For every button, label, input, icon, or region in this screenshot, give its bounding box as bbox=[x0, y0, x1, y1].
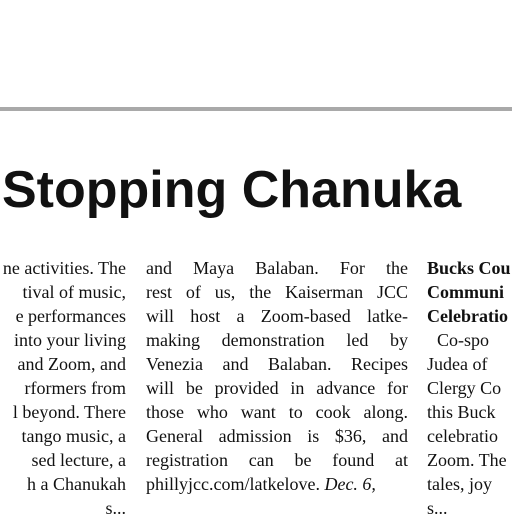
column-text-line: Co-spo bbox=[437, 330, 490, 350]
column-text-line: tango music, a bbox=[21, 426, 126, 446]
column-text-line: rest of us, the Kaiserman JCC bbox=[146, 282, 408, 302]
column-text-line: sed lecture, a bbox=[31, 450, 126, 470]
column-text-line: General admission is $36, and bbox=[146, 426, 408, 446]
column-text-line: h a Chanukah bbox=[27, 474, 126, 494]
column-text-line: will be provided in advance for bbox=[146, 378, 408, 398]
column-text-line-with-date bbox=[146, 472, 408, 496]
subhead-line: Communi bbox=[427, 282, 505, 302]
column-text-line: ne activities. The bbox=[2, 258, 126, 278]
column-text-line: will host a Zoom-based latke- bbox=[146, 306, 408, 326]
column-text-line: tales, joy bbox=[427, 474, 492, 494]
middle-article-column bbox=[146, 256, 408, 496]
column-text-line: registration can be found at bbox=[146, 450, 408, 470]
article-headline: Stopping Chanuka bbox=[2, 161, 462, 219]
column-text-line: this Buck bbox=[427, 402, 496, 422]
url-text: phillyjcc.com/latkelove. bbox=[146, 474, 320, 494]
column-text-line: l beyond. There bbox=[12, 402, 126, 422]
section-divider-rule bbox=[0, 107, 512, 111]
column-text-line: e performances bbox=[15, 306, 126, 326]
column-text-line: s... bbox=[427, 498, 448, 518]
column-text-line: Clergy Co bbox=[427, 378, 502, 398]
column-text-line: celebratio bbox=[427, 426, 498, 446]
column-text-line: Judea of bbox=[427, 354, 488, 374]
right-article-column bbox=[427, 256, 512, 520]
column-text-line: Venezia and Balaban. Recipes bbox=[146, 354, 408, 374]
column-text-line: making demonstration led by bbox=[146, 330, 408, 350]
subhead-line: Celebratio bbox=[427, 306, 508, 326]
column-text-line: and Zoom, and bbox=[17, 354, 126, 374]
column-text-line: Zoom. The bbox=[427, 450, 507, 470]
column-text-line: and Maya Balaban. For the bbox=[146, 258, 408, 278]
column-text-line: into your living bbox=[14, 330, 126, 350]
subhead-line: Bucks Cou bbox=[427, 258, 511, 278]
left-article-column bbox=[0, 256, 126, 520]
column-text-line: s... bbox=[105, 498, 126, 518]
event-date: Dec. 6, bbox=[324, 474, 376, 494]
column-text-line: tival of music, bbox=[22, 282, 126, 302]
column-text-line: rformers from bbox=[24, 378, 126, 398]
column-text-line: those who want to cook along. bbox=[146, 402, 408, 422]
